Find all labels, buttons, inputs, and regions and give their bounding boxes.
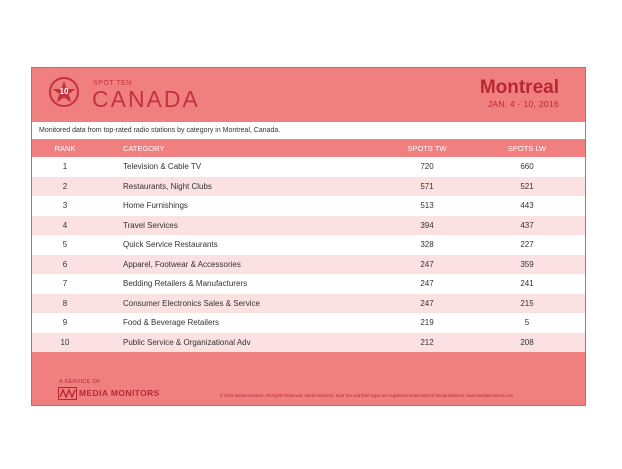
service-label: A SERVICE OF [59,379,101,385]
spots-lw-cell: 241 [520,279,534,288]
table-row [32,235,585,255]
spot-ten-logo [49,77,79,107]
category-cell: Apparel, Footwear & Accessories [123,259,241,269]
spots-tw-cell: 212 [420,337,434,347]
spots-tw-cell: 571 [420,181,434,191]
category-cell: Restaurants, Night Clubs [123,181,212,191]
media-monitors-logo-icon [58,387,77,400]
column-header-rank: RANK [54,144,76,153]
table-row [32,216,585,236]
rank-cell: 3 [62,201,68,210]
spots-tw-cell: 247 [420,298,434,308]
spots-lw-cell: 437 [520,220,534,230]
spots-tw-cell: 394 [420,220,434,230]
category-cell: Travel Services [123,220,178,230]
table-header [32,141,585,156]
card-footer [32,373,585,407]
table-row [32,157,585,177]
table-row [32,255,585,275]
description-bar: Monitored data from top-rated radio stations by category in Montreal, Canada. [32,122,585,139]
spots-tw-cell: 247 [420,279,434,288]
logo-number: 10 [59,87,69,96]
rank-cell: 8 [62,298,68,308]
date-range: JAN. 4 - 10, 2016 [487,99,559,109]
category-cell: Bedding Retailers & Manufacturers [123,279,248,288]
brand-title: CANADA [92,86,200,112]
rank-cell: 5 [62,240,68,249]
table-row [32,196,585,216]
column-header-category: CATEGORY [123,144,165,153]
rank-cell: 2 [62,181,68,191]
spots-lw-cell: 660 [520,162,534,171]
table-body [32,157,585,352]
rank-cell: 9 [62,318,68,327]
brand-small-label: SPOT TEN [93,80,132,87]
category-cell: Public Service & Organizational Adv [123,337,251,347]
city-title: Montreal [479,77,559,98]
media-monitors-brand: MEDIA MONITORS [79,388,160,398]
spots-tw-cell: 328 [420,240,434,249]
spots-lw-cell: 359 [520,259,534,269]
category-cell: Food & Beverage Retailers [123,318,220,327]
spots-lw-cell: 5 [524,318,530,327]
rank-cell: 7 [62,279,68,288]
spots-lw-cell: 521 [520,181,534,191]
spot-ten-card [31,67,586,406]
table-row [32,313,585,333]
spots-tw-cell: 513 [420,201,434,210]
spots-lw-cell: 443 [520,201,534,210]
rank-cell: 6 [62,259,68,269]
column-header-spots-tw: SPOTS TW [407,144,447,153]
table-row [32,333,585,353]
copyright-notice: © 2016 Media Monitors. All Rights Reserved. Media Monitors, Spot Ten and their logos are registered trademarks of Media Monitors. www.mediamonitors.com [220,393,514,398]
spots-tw-cell: 247 [420,259,434,269]
rank-cell: 10 [60,337,70,347]
category-cell: Consumer Electronics Sales & Service [123,298,260,308]
category-cell: Home Furnishings [123,201,188,210]
spots-tw-cell: 720 [420,162,434,171]
spots-lw-cell: 208 [520,337,534,347]
category-cell: Quick Service Restaurants [123,240,218,249]
table-row [32,274,585,294]
category-cell: Television & Cable TV [123,162,202,171]
spots-lw-cell: 227 [520,240,534,249]
card-header [32,68,585,120]
table-row [32,294,585,314]
table-row [32,177,585,197]
spots-lw-cell: 215 [520,298,534,308]
rank-cell: 1 [62,162,68,171]
column-header-spots-lw: SPOTS LW [507,144,547,153]
rank-cell: 4 [62,220,68,230]
spots-tw-cell: 219 [420,318,434,327]
